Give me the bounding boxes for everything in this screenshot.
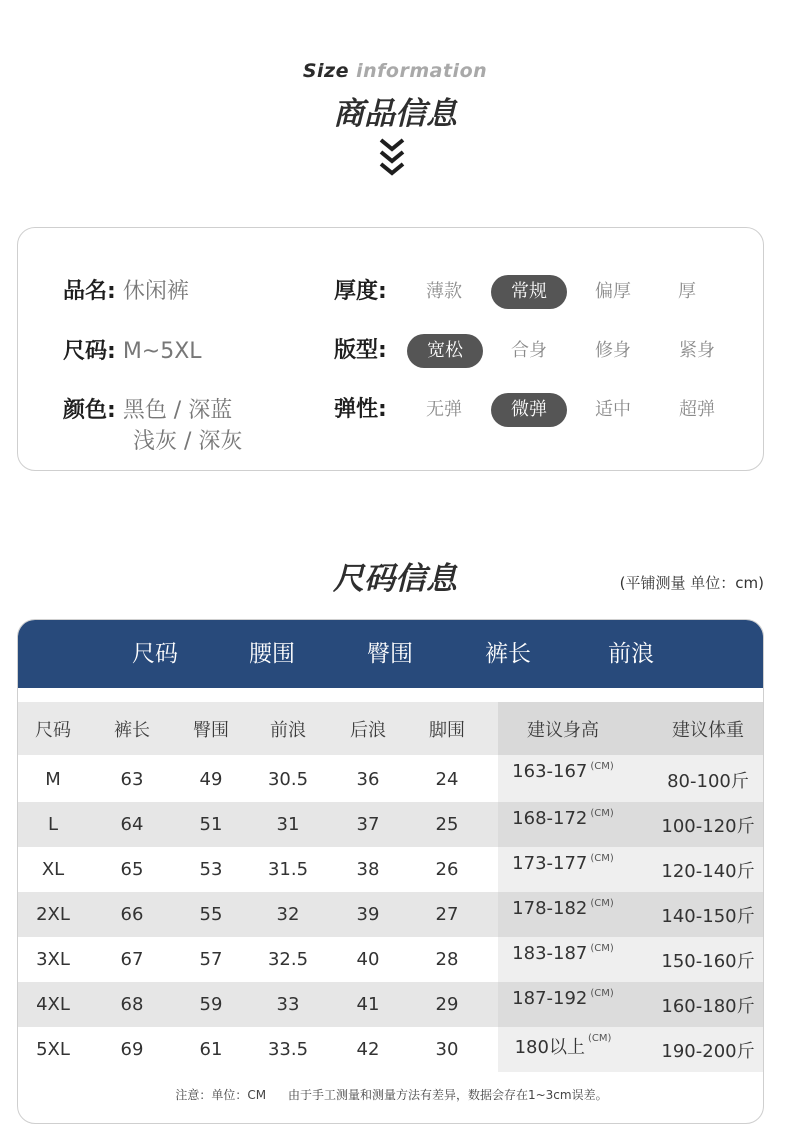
- thickness-label: 厚度:: [334, 279, 387, 304]
- column-header-leg-opening: 脚围: [429, 719, 465, 741]
- cell-hip: 51: [199, 814, 223, 835]
- elasticity-option-none: 无弹: [426, 399, 462, 420]
- height-unit: (CM): [590, 898, 614, 909]
- colors-value-line2: 浅灰 / 深灰: [133, 429, 243, 454]
- cell-size: M: [45, 769, 61, 790]
- table-header-row: [18, 702, 764, 755]
- cell-suggested-weight: 160-180斤: [661, 995, 755, 1017]
- cell-back-rise: 39: [356, 904, 380, 925]
- cell-hip: 61: [199, 1039, 223, 1060]
- height-unit: (CM): [590, 943, 614, 954]
- cell-size: 2XL: [36, 904, 70, 925]
- fit-option-regular: 合身: [511, 340, 547, 361]
- height-unit: (CM): [590, 988, 614, 999]
- fit-option-slim: 修身: [595, 340, 631, 361]
- cell-length: 63: [120, 769, 144, 790]
- cell-suggested-weight: 100-120斤: [661, 815, 755, 837]
- cell-back-rise: 41: [356, 994, 380, 1015]
- product-colors-line2: [133, 426, 242, 457]
- product-info-card: [17, 227, 764, 471]
- footnote-disclaimer: 由于手工测量和测量方法有差异，数据会存在1~3cm误差。: [287, 1088, 608, 1102]
- cell-hip: 53: [199, 859, 223, 880]
- column-header-size: 尺码: [35, 719, 71, 741]
- table-row: [18, 802, 764, 847]
- cell-front-rise: 33: [276, 994, 300, 1015]
- size-information-heading: [0, 60, 790, 82]
- cell-length: 68: [120, 994, 144, 1015]
- product-colors: [63, 395, 232, 426]
- size-table-banner: [18, 620, 764, 688]
- elasticity-label: 弹性:: [334, 397, 387, 422]
- elasticity-option-medium: 适中: [595, 399, 631, 420]
- cell-leg-opening: 25: [435, 814, 459, 835]
- cell-size: 4XL: [36, 994, 70, 1015]
- cell-back-rise: 42: [356, 1039, 380, 1060]
- product-name-label: 品名:: [63, 279, 116, 304]
- banner-label-size: 尺码: [132, 641, 178, 667]
- banner-label-front-rise: 前浪: [608, 641, 654, 667]
- cell-front-rise: 33.5: [267, 1039, 309, 1060]
- thickness-option-slightly-thick: 偏厚: [595, 281, 631, 302]
- cell-length: 69: [120, 1039, 144, 1060]
- height-unit: (CM): [590, 761, 614, 772]
- height-unit: (CM): [590, 853, 614, 864]
- height-value: 178-182: [512, 898, 588, 919]
- product-info-title: 商品信息: [333, 96, 457, 132]
- cell-suggested-height: [503, 982, 623, 1027]
- size-table-card: [17, 619, 764, 1124]
- unit-note: (平铺测量 单位：cm): [619, 574, 764, 592]
- cell-suggested-height: [503, 802, 623, 847]
- cell-suggested-height: [503, 1027, 623, 1072]
- column-header-back-rise: 后浪: [350, 719, 386, 741]
- cell-leg-opening: 29: [435, 994, 459, 1015]
- cell-length: 65: [120, 859, 144, 880]
- cell-front-rise: 32: [276, 904, 300, 925]
- measurement-footnote: [18, 1086, 764, 1103]
- height-unit: (CM): [590, 808, 614, 819]
- cell-suggested-weight: 80-100斤: [667, 770, 749, 792]
- table-row: [18, 937, 764, 982]
- product-name-value: 休闲裤: [122, 279, 189, 304]
- brand-word-size: Size: [302, 60, 349, 82]
- cell-length: 66: [120, 904, 144, 925]
- height-value: 187-192: [512, 988, 588, 1009]
- cell-back-rise: 38: [356, 859, 380, 880]
- column-header-front-rise: 前浪: [270, 719, 306, 741]
- cell-suggested-height: [503, 892, 623, 937]
- cell-back-rise: 36: [356, 769, 380, 790]
- fit-option-tight: 紧身: [679, 340, 715, 361]
- chevron-down-icon: [377, 136, 407, 180]
- column-header-length: 裤长: [114, 719, 150, 741]
- cell-suggested-weight: 140-150斤: [661, 905, 755, 927]
- banner-label-hip: 臀围: [367, 641, 413, 667]
- footnote-unit: 注意：单位：CM: [175, 1088, 267, 1102]
- column-header-hip: 臀围: [193, 719, 229, 741]
- table-row: [18, 892, 764, 937]
- cell-leg-opening: 27: [435, 904, 459, 925]
- banner-label-waist: 腰围: [249, 641, 295, 667]
- cell-front-rise: 31: [276, 814, 300, 835]
- height-value: 180以上: [514, 1037, 585, 1058]
- elasticity-option-super: 超弹: [679, 399, 715, 420]
- cell-size: XL: [41, 859, 65, 880]
- cell-leg-opening: 28: [435, 949, 459, 970]
- height-value: 183-187: [512, 943, 588, 964]
- column-header-height: 建议身高: [527, 719, 599, 741]
- cell-front-rise: 30.5: [267, 769, 309, 790]
- colors-value-line1: 黑色 / 深蓝: [122, 398, 233, 423]
- height-value: 168-172: [512, 808, 588, 829]
- table-row: [18, 847, 764, 892]
- cell-length: 67: [120, 949, 144, 970]
- product-size-range: [63, 336, 202, 367]
- table-row: [18, 1027, 764, 1072]
- cell-suggested-weight: 150-160斤: [661, 950, 755, 972]
- cell-suggested-height: [503, 847, 623, 892]
- cell-front-rise: 32.5: [267, 949, 309, 970]
- cell-leg-opening: 26: [435, 859, 459, 880]
- fit-label: 版型:: [334, 338, 387, 363]
- thickness-option-regular: 常规: [491, 275, 567, 309]
- fit-option-loose: 宽松: [407, 334, 483, 368]
- thickness-option-thin: 薄款: [426, 281, 462, 302]
- cell-hip: 49: [199, 769, 223, 790]
- cell-front-rise: 31.5: [267, 859, 309, 880]
- cell-hip: 55: [199, 904, 223, 925]
- cell-leg-opening: 30: [435, 1039, 459, 1060]
- cell-length: 64: [120, 814, 144, 835]
- cell-suggested-weight: 190-200斤: [661, 1040, 755, 1062]
- cell-size: L: [47, 814, 59, 835]
- height-unit: (CM): [587, 1033, 612, 1044]
- cell-size: 5XL: [36, 1039, 70, 1060]
- cell-hip: 57: [199, 949, 223, 970]
- height-value: 163-167: [512, 761, 588, 782]
- size-range-value: M~5XL: [122, 339, 202, 364]
- cell-back-rise: 40: [356, 949, 380, 970]
- table-row: [18, 755, 764, 804]
- size-info-title: 尺码信息: [333, 561, 457, 597]
- cell-back-rise: 37: [356, 814, 380, 835]
- product-name: [63, 276, 189, 307]
- banner-label-length: 裤长: [485, 641, 531, 667]
- size-range-label: 尺码:: [63, 339, 116, 364]
- cell-size: 3XL: [36, 949, 70, 970]
- column-header-weight: 建议体重: [672, 719, 744, 741]
- height-value: 173-177: [512, 853, 588, 874]
- brand-word-information: information: [356, 60, 488, 82]
- cell-suggested-height: [503, 755, 623, 804]
- colors-label: 颜色:: [63, 398, 116, 423]
- cell-suggested-weight: 120-140斤: [661, 860, 755, 882]
- elasticity-option-slight: 微弹: [491, 393, 567, 427]
- cell-suggested-height: [503, 937, 623, 982]
- cell-hip: 59: [199, 994, 223, 1015]
- cell-leg-opening: 24: [435, 769, 459, 790]
- table-row: [18, 982, 764, 1027]
- thickness-option-thick: 厚: [678, 281, 696, 302]
